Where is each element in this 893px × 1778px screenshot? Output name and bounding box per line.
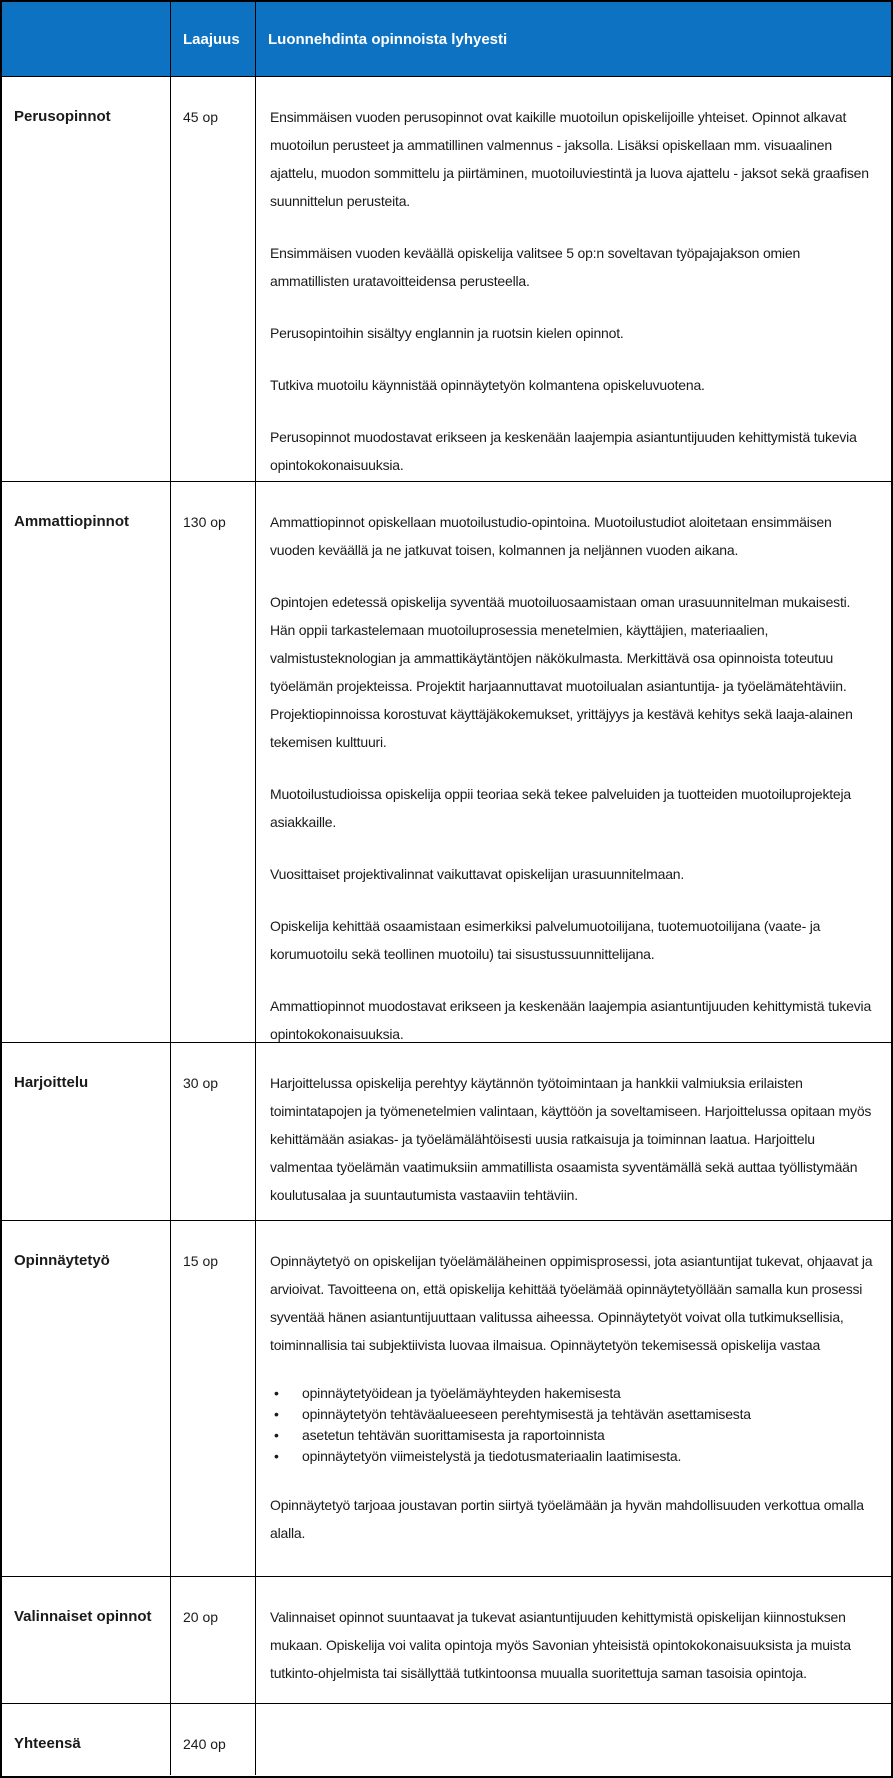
row-label: Valinnaiset opinnot — [14, 1608, 152, 1625]
paragraph: Perusopinnot muodostavat erikseen ja keskenään laajempia asiantuntijuuden kehittymistä tukevia opintokokonaisuuksia. — [270, 429, 857, 473]
table-row-valinnaiset-opinnot — [2, 1576, 891, 1703]
paragraph-group — [270, 1491, 873, 1547]
table-header-row — [2, 2, 891, 76]
table-row-harjoittelu — [2, 1042, 891, 1220]
paragraph: Perusopintoihin sisältyy englannin ja ruotsin kielen opinnot. — [270, 325, 624, 341]
paragraph: Vuosittaiset projektivalinnat vaikuttavat opiskelijan urasuunnitelmaan. — [270, 866, 685, 882]
row-label: Harjoittelu — [14, 1074, 89, 1091]
table-row-perusopinnot — [2, 76, 891, 481]
paragraph: Opintojen edetessä opiskelija syventää muotoiluosaamistaan oman urasuunnitelman mukaisesti. Hän oppii tarkastelemaan muotoiluprosessia menetelmien, käyttäjien, materiaalien, valmistusteknologian ja ammattikäytäntöjen näkökulmasta. Merkittävä osa opinnoista toteutuu työelämän projekteissa. Projektit harjaannuttavat muotoilualan asiantuntija- ja työelämätehtäviin. Projektiopinnoissa korostuvat käyttäjäkokemukset, yrittäjyys ja kestävä kehitys sekä laaja-alainen tekemisen kulttuuri. — [270, 594, 853, 750]
paragraph: Opinnäytetyö tarjoaa joustavan portin siirtyä työelämään ja hyvän mahdollisuuden verkottua omalla alalla. — [270, 1497, 864, 1541]
row-description — [255, 1577, 891, 1703]
header-cell-laajuus: Laajuus — [170, 2, 255, 76]
row-description — [255, 482, 891, 1042]
bullet-list — [270, 1383, 873, 1467]
bullet-item: • opinnäytetyön tehtäväalueeseen perehtymisestä ja tehtävän asettamisesta — [270, 1404, 873, 1425]
row-credits: 30 op — [170, 1043, 255, 1220]
bullet-item: • opinnäytetyön viimeistelystä ja tiedotusmateriaalin laatimisesta. — [270, 1446, 873, 1467]
paragraph: Ammattiopinnot muodostavat erikseen ja keskenään laajempia asiantuntijuuden kehittymistä tukevia opintokokonaisuuksia. — [270, 998, 872, 1042]
row-description — [255, 1221, 891, 1576]
paragraph: Valinnaiset opinnot suuntaavat ja tukevat asiantuntijuuden kehittymistä opiskelijan kiinnostuksen mukaan. Opiskelija voi valita opintoja myös Savonian yhteisistä opintokokonaisuuksista ja muista tutkinto-ohjelmista tai sisällyttää tutkintoonsa muualla suoritettuja saman tasoisia opintoja. — [270, 1609, 851, 1681]
row-credits: 15 op — [170, 1221, 255, 1576]
row-label: Ammattiopinnot — [14, 513, 129, 530]
paragraph: Ensimmäisen vuoden perusopinnot ovat kaikille muotoilun opiskelijoille yhteiset. Opinnot alkavat muotoilun perusteet ja ammatillinen valmennus - jaksolla. Lisäksi opiskellaan mm. visuaalinen ajattelu, muodon sommittelu ja piirtäminen, muotoiluviestintä ja luova ajattelu - jaksot sekä graafisen suunnittelun perusteita. — [270, 109, 869, 209]
row-label: Perusopinnot — [14, 108, 111, 125]
paragraph: Tutkiva muotoilu käynnistää opinnäytetyön kolmantena opiskeluvuotena. — [270, 377, 705, 393]
paragraph: Ammattiopinnot opiskellaan muotoilustudio-opintoina. Muotoilustudiot aloitetaan ensimmäisen vuoden keväällä ja ne jatkuvat toisen, kolmannen ja neljännen vuoden aikana. — [270, 514, 832, 558]
paragraph: Harjoittelussa opiskelija perehtyy käytännön työtoimintaan ja hankkii valmiuksia erilaisten toimintatapojen ja työmenetelmien valintaan, käyttöön ja soveltamiseen. Harjoittelussa opitaan myös kehittämään asiakas- ja työelämälähtöisesti uusia ratkaisuja ja toiminnan laatua. Harjoittelu valmentaa työelämän vaatimuksiin ammatillista osaamista syventämällä sekä auttaa työllistymään koulutusalaa ja suuntautumista vastaaviin tehtäviin. — [270, 1075, 872, 1203]
row-label: Opinnäytetyö — [14, 1252, 110, 1269]
header-cell-empty — [2, 2, 170, 76]
row-credits: 20 op — [170, 1577, 255, 1703]
table-row-opinnaytetyo — [2, 1220, 891, 1576]
row-credits: 130 op — [170, 482, 255, 1042]
paragraph: Opinnäytetyö on opiskelijan työelämäläheinen oppimisprosessi, jota asiantuntijat tukevat, ohjaavat ja arvioivat. Tavoitteena on, että opiskelija kehittää työelämää opinnäytetyöllään samalla kun prosessi syventää hänen asiantuntijuuttaan valitussa aiheessa. Opinnäytetyöt voivat olla tutkimuksellisia, toiminnallisia tai subjektiivista luovaa ilmaisua. Opinnäytetyön tekemisessä opiskelija vastaa — [270, 1253, 873, 1353]
paragraph-group — [270, 1247, 873, 1359]
header-cell-description: Luonnehdinta opinnoista lyhyesti — [255, 2, 891, 76]
bullet-item: • opinnäytetyöidean ja työelämäyhteyden hakemisesta — [270, 1383, 873, 1404]
paragraph: Ensimmäisen vuoden keväällä opiskelija valitsee 5 op:n soveltavan työpajajakson omien ammatillisten uratavoitteidensa perusteella. — [270, 245, 801, 289]
paragraph: Opiskelija kehittää osaamistaan esimerkiksi palvelumuotoilijana, tuotemuotoilijana (vaate- ja korumuotoilu sekä teollinen muotoilu) tai sisustussuunnittelijana. — [270, 918, 821, 962]
bullet-item: • asetetun tehtävän suorittamisesta ja raportoinnista — [270, 1425, 873, 1446]
row-description — [255, 1704, 891, 1775]
paragraph: Muotoilustudioissa opiskelija oppii teoriaa sekä tekee palveluiden ja tuotteiden muotoiluprojekteja asiakkaille. — [270, 786, 852, 830]
row-description — [255, 77, 891, 481]
row-label: Yhteensä — [14, 1735, 81, 1752]
row-credits: 45 op — [170, 77, 255, 481]
row-description — [255, 1043, 891, 1220]
table-row-yhteensa — [2, 1703, 891, 1775]
row-credits: 240 op — [170, 1704, 255, 1775]
table-row-ammattiopinnot — [2, 481, 891, 1042]
